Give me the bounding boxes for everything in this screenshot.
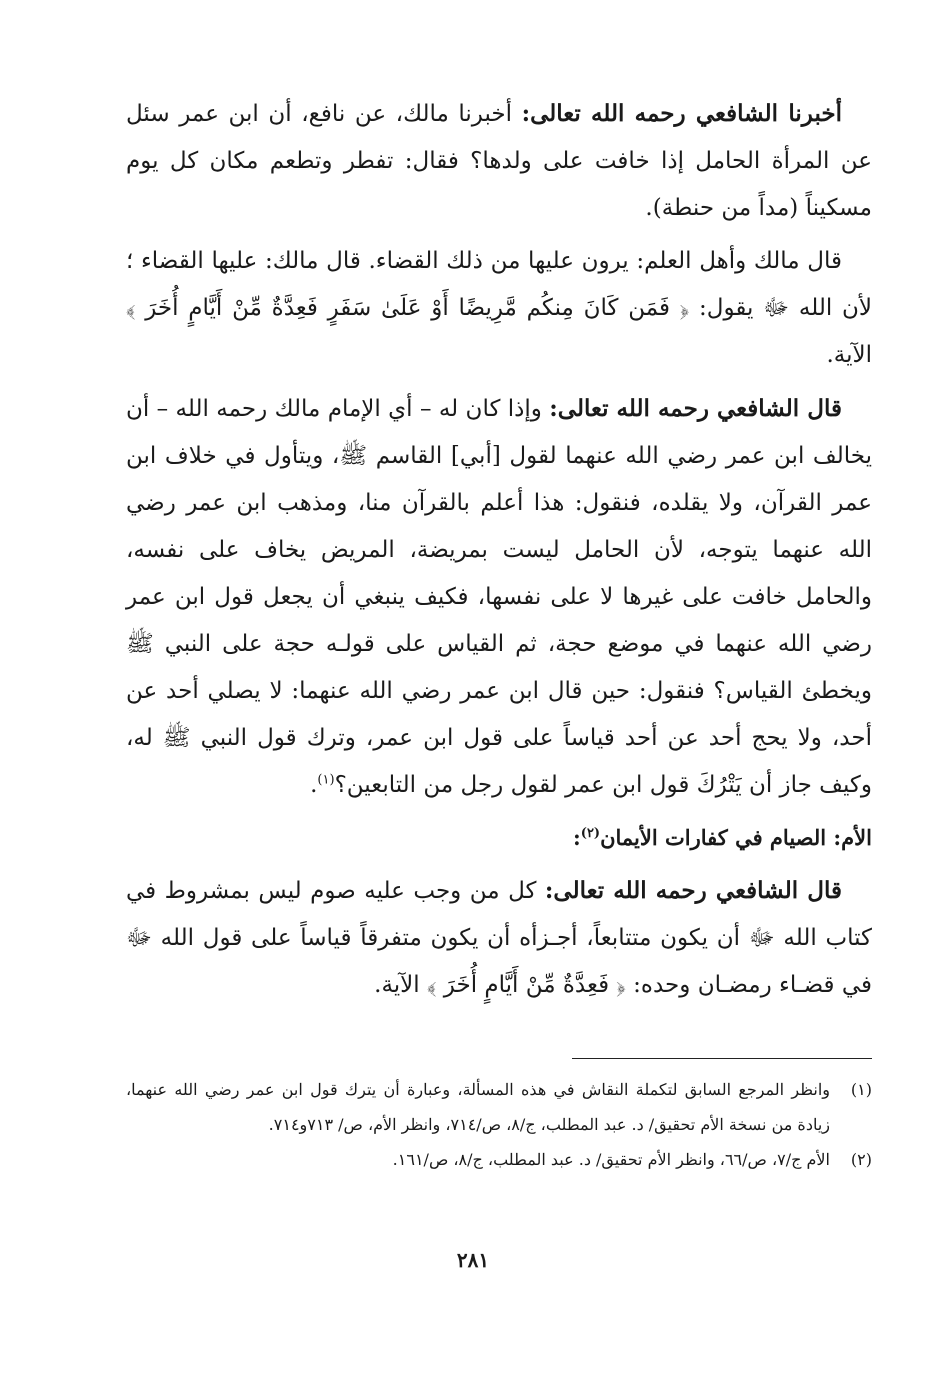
paragraph-3-text: وإذا كان له – أي الإمام مالك رحمه الله – أن يخالف ابن عمر رضي الله عنهما لقول [أبي] القاسم ﷺ، ويتأول في خلاف ابن عمر القرآن، ولا يقلده، فنقول: هذا أعلم بالقرآن منا، ومذهب ابن عمر رضي الله عنهما يتوجه، لأن الحامل ليست بمريضة، المريض يخاف على نفسه، والحامل خافت على غيرها لا على نفسها، فكيف ينبغي أن يجعل قول ابن عمر رضي الله عنهما في موضع حجة، ثم القياس على قولـه حجة على النبي ﷺ ويخطئ القياس؟ فنقول: حين قال ابن عمر رضي الله عنهما: لا يصلي أحد عن أحد، ولا يحج أحد عن أحد قياساً على قول ابن عمر، وترك قول النبي ﷺ له، وكيف جاز أن يَتْرُكَ قول ابن عمر لقول رجل من التابعين؟ xyxy=(126,396,872,798)
footnote-2-text: الأم ج/٧، ص/٦٦، وانظر الأم تحقيق/ د. عبد المطلب، ج/٨، ص/١٦١. xyxy=(392,1150,830,1169)
paragraph-1-text: أخبرنا مالك، عن نافع، أن ابن عمر سئل عن المرأة الحامل إذا خافت على ولدها؟ فقال: تفطر وتطعم مكان كل يوم مسكيناً (مداً من حنطة). xyxy=(126,101,872,221)
paragraph-2-text-after: الآية. xyxy=(826,342,872,368)
paragraph-1 xyxy=(126,90,872,232)
paragraph-3-end: . xyxy=(310,772,318,798)
paragraph-4-text-after: الآية. xyxy=(374,972,428,998)
paragraph-4-lead: قال الشافعي رحمه الله تعالى: xyxy=(544,877,842,904)
main-text xyxy=(126,90,872,1015)
quran-verse-1: ﴿ فَمَن كَانَ مِنكُم مَّرِيضًا أَوْ عَلَىٰ سَفَرٍ فَعِدَّةٌ مِّنْ أَيَّامٍ أُخَرَ ﴾ xyxy=(126,295,690,321)
section-heading xyxy=(126,815,872,861)
section-heading-end: : xyxy=(573,825,581,850)
paragraph-2-text-before: قال مالك وأهل العلم: يرون عليها من ذلك القضاء. قال مالك: عليها القضاء ؛ لأن الله ﷻ يقول: xyxy=(126,248,872,321)
paragraph-2 xyxy=(126,238,872,379)
footnote-ref-2[interactable]: (٢) xyxy=(580,826,601,841)
page-number: ٢٨١ xyxy=(456,1248,490,1272)
footnote-2-number: (٢) xyxy=(850,1150,872,1169)
paragraph-1-lead: أخبرنا الشافعي رحمه الله تعالى: xyxy=(521,100,842,127)
paragraph-3-lead: قال الشافعي رحمه الله تعالى: xyxy=(549,395,842,422)
footnote-divider xyxy=(572,1058,872,1059)
paragraph-4 xyxy=(126,867,872,1009)
quran-verse-2: ﴿ فَعِدَّةٌ مِّنْ أَيَّامٍ أُخَرَ ﴾ xyxy=(427,972,626,998)
paragraph-3 xyxy=(126,385,872,809)
footnote-1-number: (١) xyxy=(850,1080,872,1099)
footnote-1 xyxy=(126,1072,872,1142)
footnote-ref-1[interactable]: (١) xyxy=(317,772,335,788)
footnote-1-text: وانظر المرجع السابق لتكملة النقاش في هذه المسألة، وعبارة أن يترك قول ابن عمر رضي الله عنهما، زيادة من نسخة الأم تحقيق/ د. عبد المطلب، ج/٨، ص/٧١٤، وانظر الأم، ص/ ٧١٣و٧١٤. xyxy=(126,1080,830,1134)
section-heading-text: الأم: الصيام في كفارات الأيمان xyxy=(600,825,872,850)
footnote-2 xyxy=(126,1142,872,1177)
paragraph-4-text-before: كل من وجب عليه صوم ليس بمشروط في كتاب الله ﷻ أن يكون متتابعاً، أجـزأه أن يكون متفرقاً قياساً على قول الله ﷻ في قضـاء رمضـان وحده: xyxy=(126,878,872,998)
footnotes xyxy=(126,1072,872,1177)
